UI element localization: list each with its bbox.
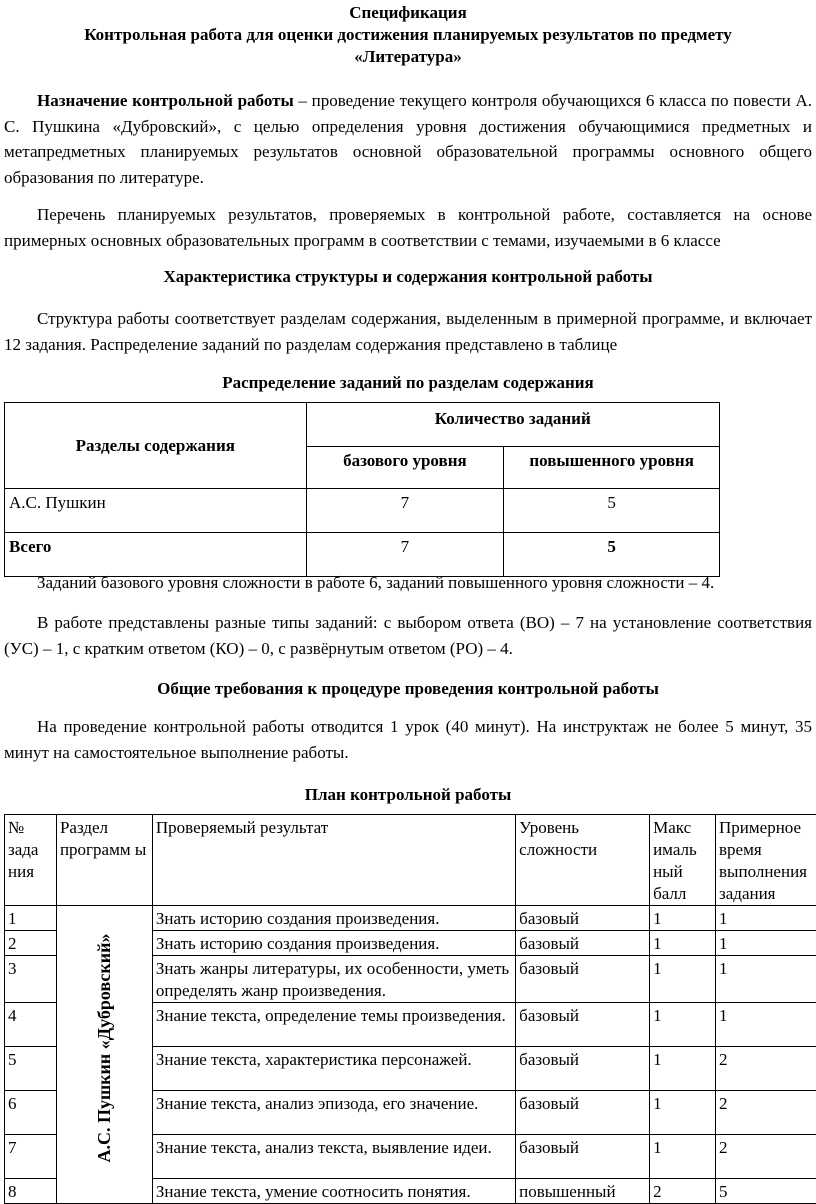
procedure-paragraph: На проведение контрольной работы отводится 1 урок (40 минут). На инструктаж не более 5 минут, 35 минут на самостоятельное выполнение работы. <box>4 714 812 765</box>
plan-max: 1 <box>650 906 716 931</box>
plan-max: 1 <box>650 1091 716 1135</box>
plan-header-max: Макс ималь ный балл <box>650 815 716 906</box>
procedure-heading: Общие требования к процедуре проведения контрольной работы <box>0 678 816 700</box>
plan-level: базовый <box>516 931 650 956</box>
plan-max: 1 <box>650 1047 716 1091</box>
plan-max: 1 <box>650 956 716 1003</box>
plan-num: 4 <box>5 1003 57 1047</box>
dist-header-count: Количество заданий <box>306 403 719 447</box>
plan-header-num: № зада ния <box>5 815 57 906</box>
plan-max: 1 <box>650 931 716 956</box>
plan-time: 1 <box>716 956 816 1003</box>
plan-num: 3 <box>5 956 57 1003</box>
plan-time: 2 <box>716 1047 816 1091</box>
title-line-2: Контрольная работа для оценки достижения планируемых результатов по предмету <box>0 24 816 46</box>
plan-table <box>4 814 816 1204</box>
plan-level: базовый <box>516 1047 650 1091</box>
plan-num: 1 <box>5 906 57 931</box>
plan-result: Знать жанры литературы, их особенности, уметь определять жанр произведения. <box>152 956 515 1003</box>
plan-level: базовый <box>516 1135 650 1179</box>
levels-paragraph: Заданий базового уровня сложности в работе 6, заданий повышенного уровня сложности – 4. <box>4 570 812 596</box>
dist-header-basic: базового уровня <box>306 447 504 489</box>
plan-result: Знать историю создания произведения. <box>152 931 515 956</box>
plan-max: 1 <box>650 1135 716 1179</box>
structure-heading: Характеристика структуры и содержания контрольной работы <box>0 266 816 288</box>
plan-result: Знание текста, анализ эпизода, его значение. <box>152 1091 515 1135</box>
plan-num: 7 <box>5 1135 57 1179</box>
plan-num: 2 <box>5 931 57 956</box>
plan-num: 6 <box>5 1091 57 1135</box>
dist-row-basic: 7 <box>306 489 504 533</box>
title-line-1: Спецификация <box>0 2 816 24</box>
plan-level: базовый <box>516 956 650 1003</box>
dist-header-sections: Разделы содержания <box>5 403 307 489</box>
plan-level: повышенный <box>516 1179 650 1204</box>
plan-max: 2 <box>650 1179 716 1204</box>
plan-result: Знание текста, характеристика персонажей. <box>152 1047 515 1091</box>
plan-level: базовый <box>516 1003 650 1047</box>
title-line-3: «Литература» <box>0 46 816 68</box>
plan-time: 5 <box>716 1179 816 1204</box>
plan-time: 1 <box>716 906 816 931</box>
plan-max: 1 <box>650 1003 716 1047</box>
plan-time: 2 <box>716 1091 816 1135</box>
plan-level: базовый <box>516 1091 650 1135</box>
purpose-label: Назначение контрольной работы <box>37 91 294 110</box>
distribution-heading: Распределение заданий по разделам содержания <box>0 372 816 394</box>
types-paragraph: В работе представлены разные типы заданий: с выбором ответа (ВО) – 7 на установление соответствия (УС) – 1, с кратким ответом (КО) – 0, с развёрнутым ответом (РО) – 4. <box>4 610 812 661</box>
plan-header-result: Проверяемый результат <box>152 815 515 906</box>
plan-num: 8 <box>5 1179 57 1204</box>
plan-header-row <box>5 815 816 906</box>
results-list-paragraph: Перечень планируемых результатов, проверяемых в контрольной работе, составляется на основе примерных основных образовательных программ в соответствии с темами, изучаемыми в 6 классе <box>4 202 812 253</box>
distribution-table <box>4 402 720 577</box>
purpose-text: – проведение текущего контроля обучающихся 6 класса по повести А. С. Пушкина «Дубровский», с целью определения уровня достижения обучающимися предметных и метапредметных планируемых результатов основной образовательной программы основного общего образования по литературе. <box>4 91 812 187</box>
table-row <box>5 906 816 931</box>
dist-row-section: А.С. Пушкин <box>5 489 307 533</box>
plan-time: 1 <box>716 931 816 956</box>
dist-row-advanced: 5 <box>504 489 720 533</box>
purpose-paragraph <box>4 88 812 190</box>
plan-level: базовый <box>516 906 650 931</box>
plan-result: Знать историю создания произведения. <box>152 906 515 931</box>
structure-paragraph: Структура работы соответствует разделам содержания, выделенным в примерной программе, и включает 12 задания. Распределение заданий по разделам содержания представлено в таблице <box>4 306 812 357</box>
plan-result: Знание текста, определение темы произведения. <box>152 1003 515 1047</box>
document-title <box>0 2 816 68</box>
plan-section-cell <box>56 906 152 1204</box>
plan-result: Знание текста, анализ текста, выявление идеи. <box>152 1135 515 1179</box>
dist-total-label: Всего <box>5 533 307 577</box>
dist-total-basic: 7 <box>306 533 504 577</box>
plan-time: 1 <box>716 1003 816 1047</box>
plan-section-label: А.С. Пушкин «Дубровский» <box>93 933 115 1162</box>
dist-total-advanced: 5 <box>504 533 720 577</box>
dist-header-advanced: повышенного уровня <box>504 447 720 489</box>
plan-result: Знание текста, умение соотносить понятия. <box>152 1179 515 1204</box>
plan-header-level: Уровень сложности <box>516 815 650 906</box>
plan-header-section: Раздел программ ы <box>56 815 152 906</box>
plan-heading: План контрольной работы <box>0 784 816 806</box>
table-row <box>5 489 720 533</box>
plan-header-time: Примерное время выполнения задания <box>716 815 816 906</box>
plan-num: 5 <box>5 1047 57 1091</box>
plan-time: 2 <box>716 1135 816 1179</box>
